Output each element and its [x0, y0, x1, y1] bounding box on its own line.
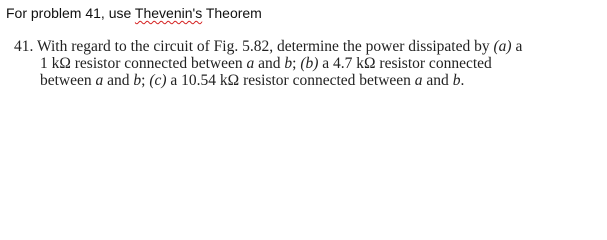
problem-text: ;	[141, 72, 150, 89]
instruction-suffix: Theorem	[202, 5, 262, 21]
problem-line-2	[14, 55, 604, 72]
problem-text: a 4.7 kΩ resistor connected	[318, 55, 492, 72]
part-marker-c: (c)	[149, 72, 167, 89]
problem-text: and	[103, 72, 134, 89]
node-label-b: b	[452, 72, 461, 89]
problem-text: .	[460, 72, 465, 89]
problem-text: and	[422, 72, 453, 89]
problem-text: a 10.54 kΩ resistor connected between	[166, 72, 415, 89]
node-label-a: a	[95, 72, 104, 89]
part-marker-a: (a)	[493, 38, 512, 55]
instruction-line	[6, 4, 262, 22]
problem-text: ;	[292, 55, 301, 72]
problem-number: 41.	[14, 38, 34, 55]
node-label-b: b	[133, 72, 142, 89]
problem-text: With regard to the circuit of Fig. 5.82, determine the power dissipated by	[33, 38, 494, 55]
problem-line-3	[14, 72, 604, 89]
spellcheck-flagged-word[interactable]: Thevenin's	[134, 5, 203, 21]
problem-41	[14, 38, 604, 89]
node-label-a: a	[414, 72, 423, 89]
problem-text: a	[511, 38, 523, 55]
instruction-prefix: For problem 41, use	[6, 5, 135, 21]
node-label-b: b	[284, 55, 293, 72]
problem-text: between	[40, 72, 96, 89]
problem-line-1	[14, 38, 604, 55]
node-label-a: a	[246, 55, 255, 72]
problem-text: and	[254, 55, 285, 72]
part-marker-b: (b)	[300, 55, 319, 72]
problem-text: 1 kΩ resistor connected between	[40, 55, 247, 72]
